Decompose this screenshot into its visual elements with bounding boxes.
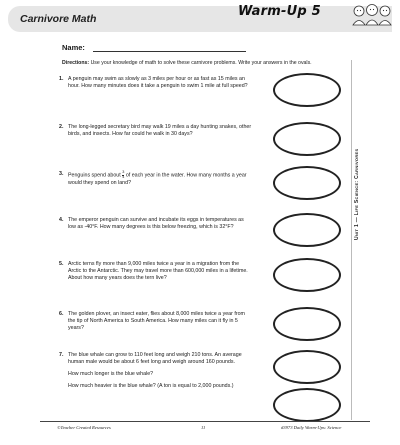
answer-oval-7a[interactable] [273, 350, 341, 384]
answer-oval-7b[interactable] [273, 388, 341, 422]
question-subpart-2: How much heavier is the blue whale? (A ton is equal to 2,000 pounds.) [68, 383, 234, 389]
question-text: The long-legged secretary bird may walk 19 miles a day hunting snakes, other birds, and insects. How far could he walk in 30 days? [68, 124, 252, 137]
warmup-badge: Warm-Up 5 [238, 4, 321, 19]
question-number: 3. [59, 171, 64, 177]
question-number: 7. [59, 352, 64, 358]
question-text: The emperor penguin can survive and incubate its eggs in temperatures as low as -40°F. How many degrees is this below freezing, which is 32°F? [68, 217, 244, 230]
answer-oval-5[interactable] [273, 258, 341, 292]
question-1 [59, 76, 253, 90]
answer-oval-1[interactable] [273, 73, 341, 107]
question-text: The blue whale can grow to 110 feet long and weigh 210 tons. An average human male would be about 6 feet long and weigh around 160 pounds. [68, 352, 242, 365]
side-divider [351, 60, 352, 420]
footer-rule [40, 421, 370, 422]
question-text [68, 171, 253, 187]
question-3 [59, 170, 253, 187]
question-text: A penguin may swim as slowly as 3 miles per hour or as fast as 15 miles an hour. How many minutes does it take a penguin to swim 1 mile at full speed? [68, 76, 248, 89]
question-number: 4. [59, 217, 64, 223]
question-text-before: Penguins spend about [68, 172, 121, 179]
question-2 [59, 124, 253, 138]
directions-label: Directions: [62, 60, 90, 66]
question-5 [59, 261, 253, 282]
directions [62, 60, 312, 66]
directions-text: Use your knowledge of math to solve these carnivore problems. Write your answers in the ovals. [90, 60, 312, 66]
header-title: Carnivore Math [20, 13, 97, 25]
question-text-after: of each year in the water. How many months a year would they spend on land? [68, 172, 247, 186]
question-text: The golden plover, an insect eater, flies about 8,000 miles twice a year from the tip of North America to South America. How many miles can it fly in 5 years? [68, 311, 245, 331]
name-label: Name: [62, 43, 85, 52]
answer-oval-6[interactable] [273, 307, 341, 341]
question-number: 1. [59, 76, 64, 82]
unit-side-label: Unit 1 — Life Science: Carnivores [354, 148, 360, 240]
question-number: 5. [59, 261, 64, 267]
question-subpart-1: How much longer is the blue whale? [68, 371, 154, 377]
fraction-numerator: 3 [122, 170, 125, 174]
name-field[interactable] [93, 51, 246, 52]
question-text: Arctic terns fly more than 9,000 miles twice a year in a migration from the Arctic to the Antarctic. They may travel more than 600,000 miles in a lifetime. About how many years does the tern live? [68, 261, 248, 281]
header-banner [8, 6, 392, 32]
footer-page-number: 11 [201, 425, 206, 430]
answer-oval-2[interactable] [273, 122, 341, 156]
fraction [122, 171, 124, 179]
answer-oval-3[interactable] [273, 166, 341, 200]
answer-oval-4[interactable] [273, 213, 341, 247]
question-number: 6. [59, 311, 64, 317]
children-illustration-icon [350, 2, 394, 26]
question-6 [59, 311, 253, 332]
footer-copyright: ©Teacher Created Resources [57, 425, 111, 430]
fraction-denominator: 4 [122, 174, 125, 179]
question-number: 2. [59, 124, 64, 130]
question-4 [59, 217, 253, 231]
question-7 [59, 352, 253, 390]
footer-book-title: #3973 Daily Warm-Ups: Science [281, 425, 342, 430]
